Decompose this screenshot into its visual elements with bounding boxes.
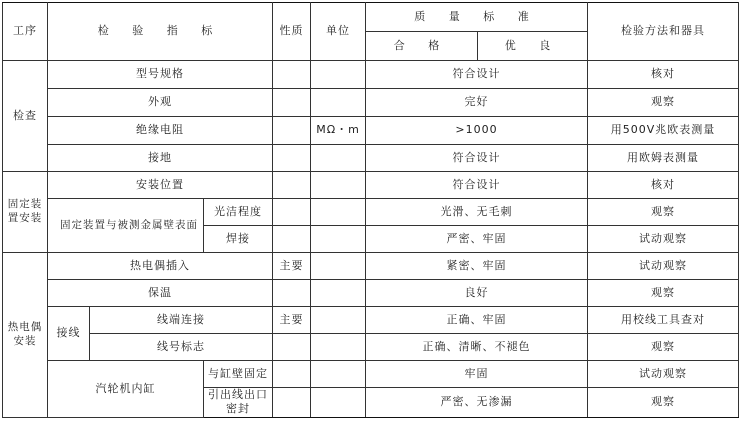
row-unit xyxy=(311,280,366,307)
row-nature: 主要 xyxy=(273,307,311,334)
row-method: 观察 xyxy=(588,388,739,418)
row-method: 试动观察 xyxy=(588,361,739,388)
row-method: 核对 xyxy=(588,61,739,89)
row-method: 观察 xyxy=(588,334,739,361)
row-indicator: 外观 xyxy=(48,89,273,117)
table-row xyxy=(3,199,739,226)
row-method: 试动观察 xyxy=(588,226,739,253)
row-standard: 严密、牢固 xyxy=(366,226,588,253)
row-indicator: 安装位置 xyxy=(48,172,273,199)
row-standard: 严密、无渗漏 xyxy=(366,388,588,418)
row-indicator: 热电偶插入 xyxy=(48,253,273,280)
header-nature: 性质 xyxy=(273,3,311,61)
table-row xyxy=(3,280,739,307)
row-unit xyxy=(311,253,366,280)
row-nature xyxy=(273,199,311,226)
row-nature xyxy=(273,145,311,172)
row-indicator: 焊接 xyxy=(204,226,273,253)
table-row xyxy=(3,334,739,361)
row-unit xyxy=(311,388,366,418)
row-unit xyxy=(311,226,366,253)
row-nature: 主要 xyxy=(273,253,311,280)
row-nature xyxy=(273,361,311,388)
inspection-standard-table xyxy=(2,2,739,418)
row-standard: 符合设计 xyxy=(366,172,588,199)
row-indicator: 接地 xyxy=(48,145,273,172)
header-excellent: 优 良 xyxy=(478,32,588,61)
row-indicator: 保温 xyxy=(48,280,273,307)
row-method: 试动观察 xyxy=(588,253,739,280)
table-row xyxy=(3,172,739,199)
row-unit xyxy=(311,172,366,199)
row-method: 观察 xyxy=(588,199,739,226)
row-unit xyxy=(311,89,366,117)
table-row xyxy=(3,307,739,334)
header-indicator: 检 验 指 标 xyxy=(48,3,273,61)
row-standard: 牢固 xyxy=(366,361,588,388)
row-standard: 完好 xyxy=(366,89,588,117)
row-unit xyxy=(311,307,366,334)
group-wiring: 接线 xyxy=(48,307,90,361)
group-thermocouple-install: 热电偶安装 xyxy=(3,253,48,418)
row-nature xyxy=(273,334,311,361)
row-method: 用欧姆表测量 xyxy=(588,145,739,172)
header-method: 检验方法和器具 xyxy=(588,3,739,61)
row-method: 用校线工具查对 xyxy=(588,307,739,334)
row-method: 核对 xyxy=(588,172,739,199)
row-standard: 正确、清晰、不褪色 xyxy=(366,334,588,361)
row-standard: 符合设计 xyxy=(366,61,588,89)
row-indicator: 型号规格 xyxy=(48,61,273,89)
row-unit xyxy=(311,145,366,172)
table-row xyxy=(3,361,739,388)
table-row xyxy=(3,61,739,89)
row-unit: MΩ・m xyxy=(311,117,366,145)
row-nature xyxy=(273,172,311,199)
row-standard: 正确、牢固 xyxy=(366,307,588,334)
header-qualified: 合 格 xyxy=(366,32,478,61)
row-standard: 紧密、牢固 xyxy=(366,253,588,280)
table-row xyxy=(3,89,739,117)
header-unit: 单位 xyxy=(311,3,366,61)
group-fixing-device-wall: 固定装置与被测金属壁表面 xyxy=(48,199,204,253)
row-nature xyxy=(273,388,311,418)
row-standard: 光滑、无毛刺 xyxy=(366,199,588,226)
row-nature xyxy=(273,117,311,145)
group-turbine-cylinder: 汽轮机内缸 xyxy=(48,361,204,418)
row-nature xyxy=(273,89,311,117)
row-nature xyxy=(273,61,311,89)
group-device-install: 固定装置安装 xyxy=(3,172,48,253)
row-unit xyxy=(311,334,366,361)
row-method: 用500V兆欧表测量 xyxy=(588,117,739,145)
row-standard: 符合设计 xyxy=(366,145,588,172)
row-method: 观察 xyxy=(588,89,739,117)
table-row xyxy=(3,117,739,145)
row-standard: 良好 xyxy=(366,280,588,307)
row-unit xyxy=(311,61,366,89)
row-unit xyxy=(311,199,366,226)
table-row xyxy=(3,253,739,280)
row-indicator: 线号标志 xyxy=(90,334,273,361)
header-row xyxy=(3,3,739,32)
row-indicator: 绝缘电阻 xyxy=(48,117,273,145)
table-row xyxy=(3,145,739,172)
row-indicator: 与缸壁固定 xyxy=(204,361,273,388)
row-nature xyxy=(273,226,311,253)
row-indicator: 线端连接 xyxy=(90,307,273,334)
row-indicator: 引出线出口密封 xyxy=(204,388,273,418)
row-method: 观察 xyxy=(588,280,739,307)
group-inspection: 检查 xyxy=(3,61,48,172)
inspection-table-container xyxy=(2,2,739,418)
row-standard: >1000 xyxy=(366,117,588,145)
row-nature xyxy=(273,280,311,307)
header-quality-standard: 质 量 标 准 xyxy=(366,3,588,32)
row-indicator: 光洁程度 xyxy=(204,199,273,226)
header-process: 工序 xyxy=(3,3,48,61)
row-unit xyxy=(311,361,366,388)
